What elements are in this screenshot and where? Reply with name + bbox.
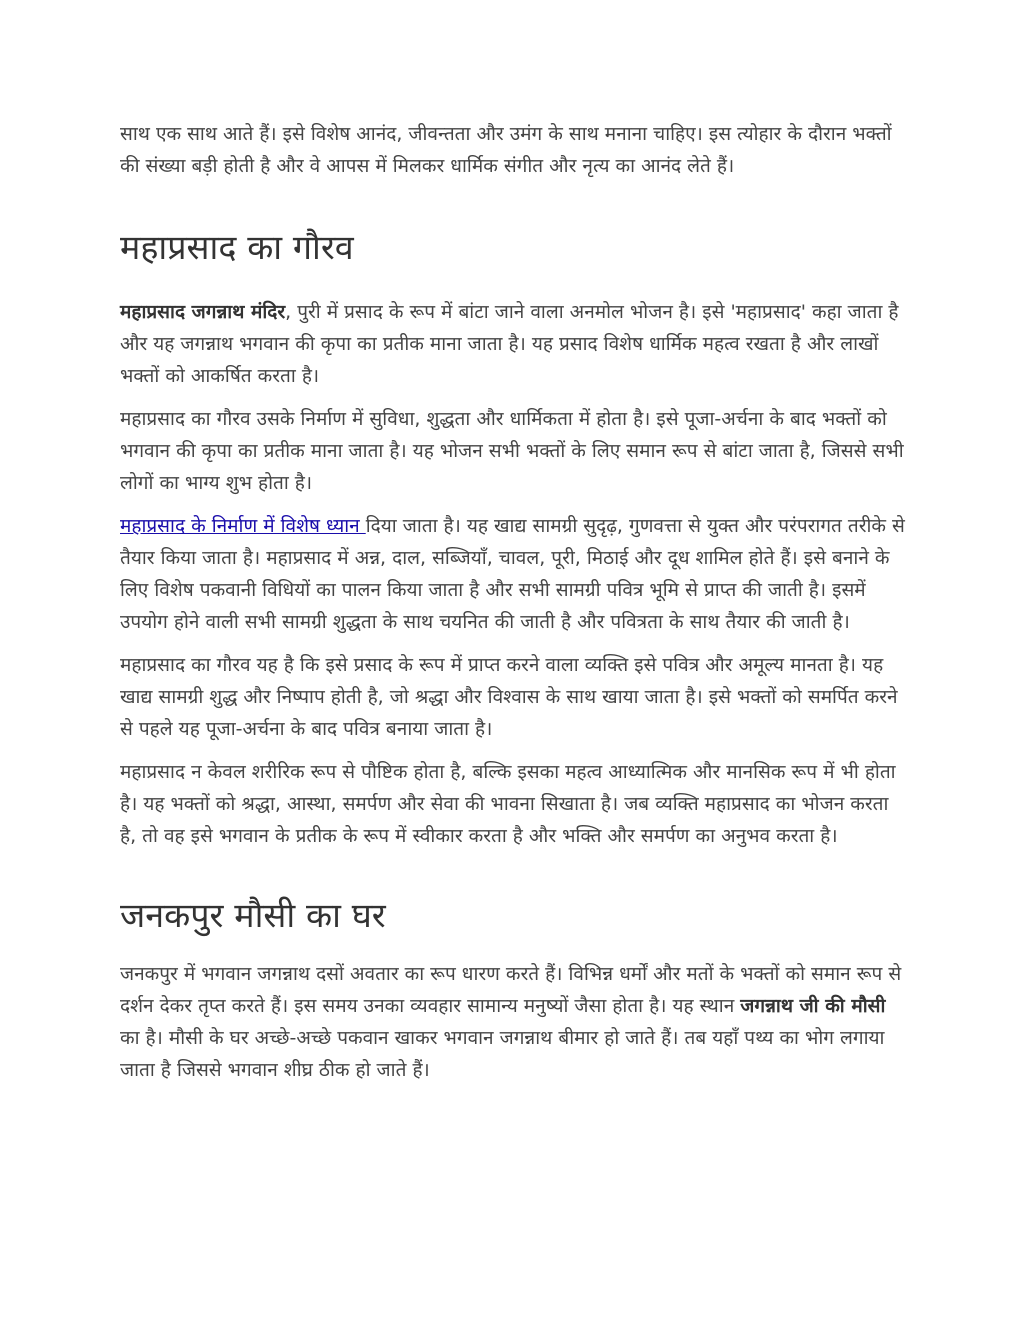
mahaprasad-preparation-link[interactable]: महाप्रसाद के निर्माण में विशेष ध्यान	[120, 515, 366, 537]
mahaprasad-bold-term: महाप्रसाद जगन्नाथ मंदिर	[120, 301, 286, 323]
mahaprasad-paragraph-1-text: , पुरी में प्रसाद के रूप में बांटा जाने वाला अनमोल भोजन है। इसे 'महाप्रसाद' कहा जाता है और यह जगन्नाथ भगवान की कृपा का प्रतीक माना जाता है। यह प्रसाद विशेष धार्मिक महत्व रखता है और लाखों भक्तों को आकर्षित करता है।	[120, 301, 899, 387]
janakpur-text-before: जनकपुर में भगवान जगन्नाथ दसों अवतार का रूप धारण करते हैं। विभिन्न धर्मों और मतों के भक्तों को समान रूप से दर्शन देकर तृप्त करते हैं। इस समय उनका व्यवहार सामान्य मनुष्यों जैसा होता है। यह स्थान	[120, 963, 902, 1017]
mahaprasad-paragraph-1	[120, 296, 910, 392]
section-heading-janakpur: जनकपुर मौसी का घर	[120, 896, 386, 936]
mahaprasad-paragraph-3	[120, 510, 910, 638]
mahaprasad-paragraph-3-text: दिया जाता है। यह खाद्य सामग्री सुदृढ़, गुणवत्ता से युक्त और परंपरागत तरीके से तैयार किया जाता है। महाप्रसाद में अन्न, दाल, सब्जियाँ, चावल, पूरी, मिठाई और दूध शामिल होते हैं। इसे बनाने के लिए विशेष पकवानी विधियों का पालन किया जाता है और सभी सामग्री पवित्र भूमि से प्राप्त की जाती है। इसमें उपयोग होने वाली सभी सामग्री शुद्धता के साथ चयनित की जाती है और पवित्रता के साथ तैयार की जाती है।	[120, 515, 905, 633]
janakpur-bold-term: जगन्नाथ जी की मौसी	[740, 995, 886, 1017]
intro-paragraph: साथ एक साथ आते हैं। इसे विशेष आनंद, जीवन्तता और उमंग के साथ मनाना चाहिए। इस त्योहार के दौरान भक्तों की संख्या बड़ी होती है और वे आपस में मिलकर धार्मिक संगीत और नृत्य का आनंद लेते हैं।	[120, 123, 892, 177]
mahaprasad-paragraph-2: महाप्रसाद का गौरव उसके निर्माण में सुविधा, शुद्धता और धार्मिकता में होता है। इसे पूजा-अर्चना के बाद भक्तों को भगवान की कृपा का प्रतीक माना जाता है। यह भोजन सभी भक्तों के लिए समान रूप से बांटा जाता है, जिससे सभी लोगों का भाग्य शुभ होता है।	[120, 408, 904, 494]
section-heading-mahaprasad: महाप्रसाद का गौरव	[120, 228, 354, 268]
janakpur-paragraph	[120, 958, 910, 1086]
mahaprasad-paragraph-5: महाप्रसाद न केवल शरीरिक रूप से पौष्टिक होता है, बल्कि इसका महत्व आध्यात्मिक और मानसिक रूप में भी होता है। यह भक्तों को श्रद्धा, आस्था, समर्पण और सेवा की भावना सिखाता है। जब व्यक्ति महाप्रसाद का भोजन करता है, तो वह इसे भगवान के प्रतीक के रूप में स्वीकार करता है और भक्ति और समर्पण का अनुभव करता है।	[120, 761, 896, 847]
document-page	[120, 118, 910, 1097]
janakpur-text-after: का है। मौसी के घर अच्छे-अच्छे पकवान खाकर भगवान जगन्नाथ बीमार हो जाते हैं। तब यहाँ पथ्य का भोग लगाया जाता है जिससे भगवान शीघ्र ठीक हो जाते हैं।	[120, 1027, 885, 1081]
mahaprasad-paragraph-4: महाप्रसाद का गौरव यह है कि इसे प्रसाद के रूप में प्राप्त करने वाला व्यक्ति इसे पवित्र और अमूल्य मानता है। यह खाद्य सामग्री शुद्ध और निष्पाप होती है, जो श्रद्धा और विश्वास के साथ खाया जाता है। इसे भक्तों को समर्पित करने से पहले यह पूजा-अर्चना के बाद पवित्र बनाया जाता है।	[120, 654, 898, 740]
